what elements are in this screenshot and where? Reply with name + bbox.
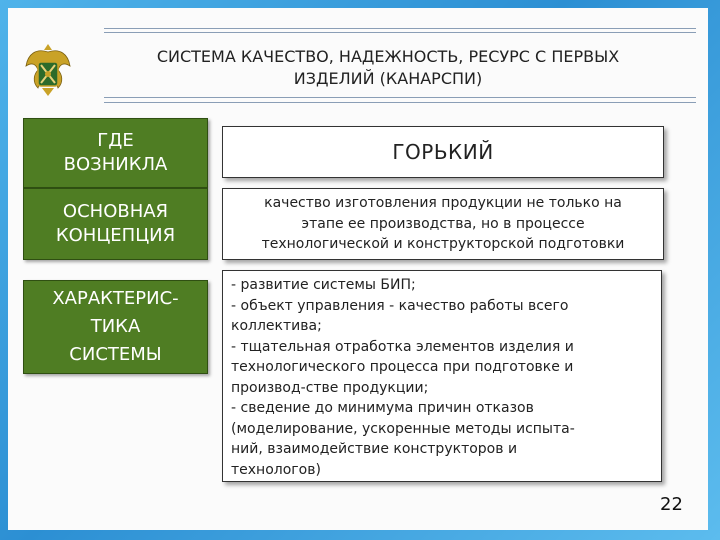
label-where-originated [23,118,208,188]
bottom-rule-2 [104,102,696,103]
customs-emblem-icon [22,40,74,100]
content-line: - развитие системы БИП; [231,277,416,293]
content-line: технологического процесса при подготовке и [231,359,574,375]
content-line: технологов) [231,461,321,478]
content-line: - сведение до минимума причин отказов [231,400,534,416]
label-line: ВОЗНИКЛА [63,154,168,175]
page-title [88,46,688,90]
label-line: ГДЕ [97,130,134,151]
content-where-originated [222,126,664,178]
label-line: СИСТЕМЫ [69,344,162,365]
content-line: (моделирование, ускоренные методы испыта- [231,420,575,437]
label-line: ОСНОВНАЯ [62,201,169,222]
slide [8,8,708,530]
bottom-rule-1 [104,97,696,98]
content-line: ний, взаимодействие конструкторов и [231,441,518,457]
label-line: КОНЦЕПЦИЯ [55,225,176,246]
content-line: этапе ее производства, но в процессе [301,215,585,232]
content-line: ГОРЬКИЙ [392,140,494,164]
top-rule-2 [104,32,696,33]
content-line: качество изготовления продукции не только на [264,195,622,212]
content-line: - тщательная отработка элементов изделия и [231,338,574,355]
content-line: коллектива; [231,318,322,334]
page-number: 22 [660,494,683,515]
label-main-concept [23,188,208,260]
content-system-characteristic [222,270,662,482]
content-line: технологической и конструкторской подготовки [261,236,625,253]
content-main-concept [222,188,664,260]
top-rule-1 [104,28,696,29]
title-line: ИЗДЕЛИЙ (КАНАРСПИ) [293,69,483,88]
label-line: ТИКА [90,316,141,337]
label-system-characteristic [23,280,208,374]
content-line: - объект управления - качество работы всего [231,297,569,314]
title-line: СИСТЕМА КАЧЕСТВО, НАДЕЖНОСТЬ, РЕСУРС С ПЕРВЫХ [156,47,620,66]
content-line: производ-стве продукции; [231,379,429,396]
label-line: ХАРАКТЕРИС- [52,288,179,309]
